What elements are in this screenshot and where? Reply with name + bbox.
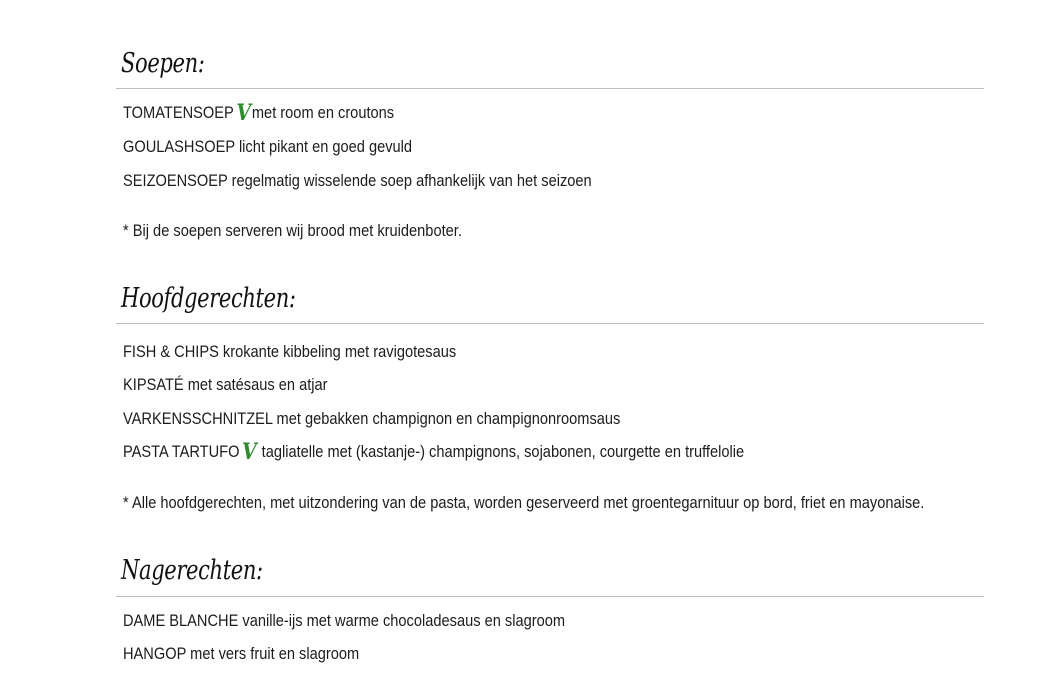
divider xyxy=(116,596,984,597)
menu-item-goulashsoep xyxy=(123,138,412,155)
menu-item-hangop xyxy=(123,645,359,662)
section-title-soepen: Soepen: xyxy=(121,48,205,79)
dish-description: tagliatelle met (kastanje-) champignons, sojabonen, courgette en truffelolie xyxy=(261,442,745,461)
menu-item-seizoensoep xyxy=(123,172,592,189)
dish-name: SEIZOENSOEP xyxy=(123,171,228,190)
menu-item-kipsate xyxy=(123,376,328,393)
section-title-hoofdgerechten: Hoofdgerechten: xyxy=(121,283,296,314)
section-title-nagerechten: Nagerechten: xyxy=(121,555,263,586)
dish-name: DAME BLANCHE xyxy=(123,611,239,630)
menu-item-tomatensoep: TOMATENSOEP Vmet room en croutons xyxy=(123,100,395,126)
dish-name: GOULASHSOEP xyxy=(123,137,235,156)
dish-description: licht pikant en goed gevuld xyxy=(238,137,413,156)
dish-description: met vers fruit en slagroom xyxy=(190,644,360,663)
dish-description: met satésaus en atjar xyxy=(187,375,328,394)
dish-description: met room en croutons xyxy=(251,103,395,122)
menu-item-fish-chips xyxy=(123,343,456,360)
menu-item-dame-blanche xyxy=(123,612,565,629)
dish-name: HANGOP xyxy=(123,644,187,663)
divider xyxy=(116,323,984,324)
dish-description: krokante kibbeling met ravigotesaus xyxy=(222,342,457,361)
dish-description: vanille-ijs met warme chocoladesaus en slagroom xyxy=(242,611,566,630)
dish-name: PASTA TARTUFO xyxy=(123,442,240,461)
divider xyxy=(116,88,984,89)
section-note: * Bij de soepen serveren wij brood met kruidenboter. xyxy=(123,221,462,240)
dish-name: FISH & CHIPS xyxy=(123,342,219,361)
menu-item-varkensschnitzel xyxy=(123,410,620,427)
section-note: * Alle hoofdgerechten, met uitzondering van de pasta, worden geserveerd met groentegarnituur op bord, friet en mayonaise. xyxy=(123,493,925,512)
dish-name: KIPSATÉ xyxy=(123,375,184,394)
dish-name: TOMATENSOEP xyxy=(123,103,234,122)
dish-name: VARKENSSCHNITZEL xyxy=(123,409,273,428)
dish-description: regelmatig wisselende soep afhankelijk van het seizoen xyxy=(231,171,592,190)
menu-item-pasta-tartufo: PASTA TARTUFO V tagliatelle met (kastanje-) champignons, sojabonen, courgette en truffelolie xyxy=(123,439,745,465)
dish-description: met gebakken champignon en champignonroomsaus xyxy=(276,409,621,428)
